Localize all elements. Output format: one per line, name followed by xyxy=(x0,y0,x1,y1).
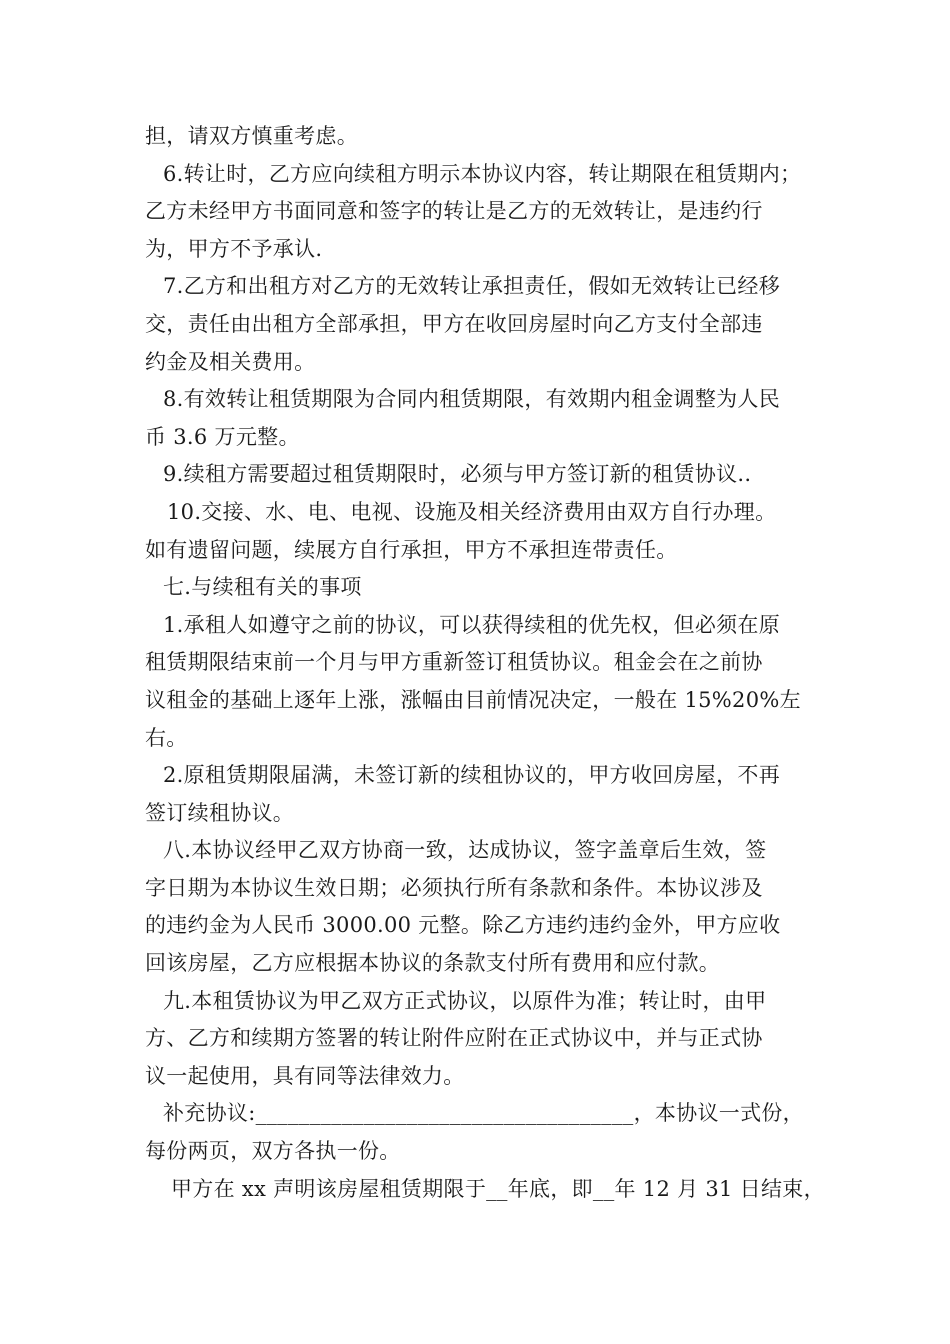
text-line: 每份两页，双方各执一份。 xyxy=(145,1139,401,1164)
text-line: 甲方在 xx 声明该房屋租赁期限于__年底，即__年 12 月 31 日结束， xyxy=(171,1176,825,1201)
text-line: 补充协议:___________________________________，本协议一式份， xyxy=(163,1101,804,1126)
text-line: 8.有效转让租赁期限为合同内租赁期限，有效期内租金调整为人民 xyxy=(163,387,781,412)
text-line: 9.续租方需要超过租赁期限时，必须与甲方签订新的租赁协议.. xyxy=(163,462,752,487)
text-line: 币 3.6 万元整。 xyxy=(145,424,300,449)
text-line: 方、乙方和续期方签署的转让附件应附在正式协议中，并与正式协 xyxy=(145,1026,763,1051)
text-line: 租赁期限结束前一个月与甲方重新签订租赁协议。租金会在之前协 xyxy=(145,650,763,675)
text-line: 交，责任由出租方全部承担，甲方在收回房屋时向乙方支付全部违 xyxy=(145,311,763,336)
text-line: 的违约金为人民币 3000.00 元整。除乙方违约违约金外，甲方应收 xyxy=(145,913,781,938)
text-line: 2.原租赁期限届满，未签订新的续租协议的，甲方收回房屋，不再 xyxy=(163,763,781,788)
text-line: 回该房屋，乙方应根据本协议的条款支付所有费用和应付款。 xyxy=(145,951,721,976)
text-line: 议租金的基础上逐年上涨，涨幅由目前情况决定，一般在 15%20%左 xyxy=(145,687,801,712)
text-line: 签订续租协议。 xyxy=(145,800,295,825)
text-line: 字日期为本协议生效日期；必须执行所有条款和条件。本协议涉及 xyxy=(145,875,763,900)
text-line: 右。 xyxy=(145,725,188,750)
text-line: 7.乙方和出租方对乙方的无效转让承担责任，假如无效转让已经移 xyxy=(163,274,781,299)
text-line: 6.转让时，乙方应向续租方明示本协议内容，转让期限在租赁期内； xyxy=(163,161,802,186)
text-line: 为，甲方不予承认. xyxy=(145,236,323,261)
text-line: 八.本协议经甲乙双方协商一致，达成协议，签字盖章后生效，签 xyxy=(163,838,767,863)
text-line: 如有遗留问题，续展方自行承担，甲方不承担连带责任。 xyxy=(145,537,678,562)
text-line: 约金及相关费用。 xyxy=(145,349,316,374)
text-line: 1.承租人如遵守之前的协议，可以获得续租的优先权，但必须在原 xyxy=(163,612,781,637)
text-line: 议一起使用，具有同等法律效力。 xyxy=(145,1063,465,1088)
text-line: 担，请双方慎重考虑。 xyxy=(145,124,358,148)
text-line: 九.本租赁协议为甲乙双方正式协议，以原件为准；转让时，由甲 xyxy=(163,988,767,1013)
text-line: 10.交接、水、电、电视、设施及相关经济费用由双方自行办理。 xyxy=(167,499,777,524)
section-heading: 七.与续租有关的事项 xyxy=(163,575,362,600)
text-line: 乙方未经甲方书面同意和签字的转让是乙方的无效转让，是违约行 xyxy=(145,199,763,224)
document-page xyxy=(145,118,825,1208)
